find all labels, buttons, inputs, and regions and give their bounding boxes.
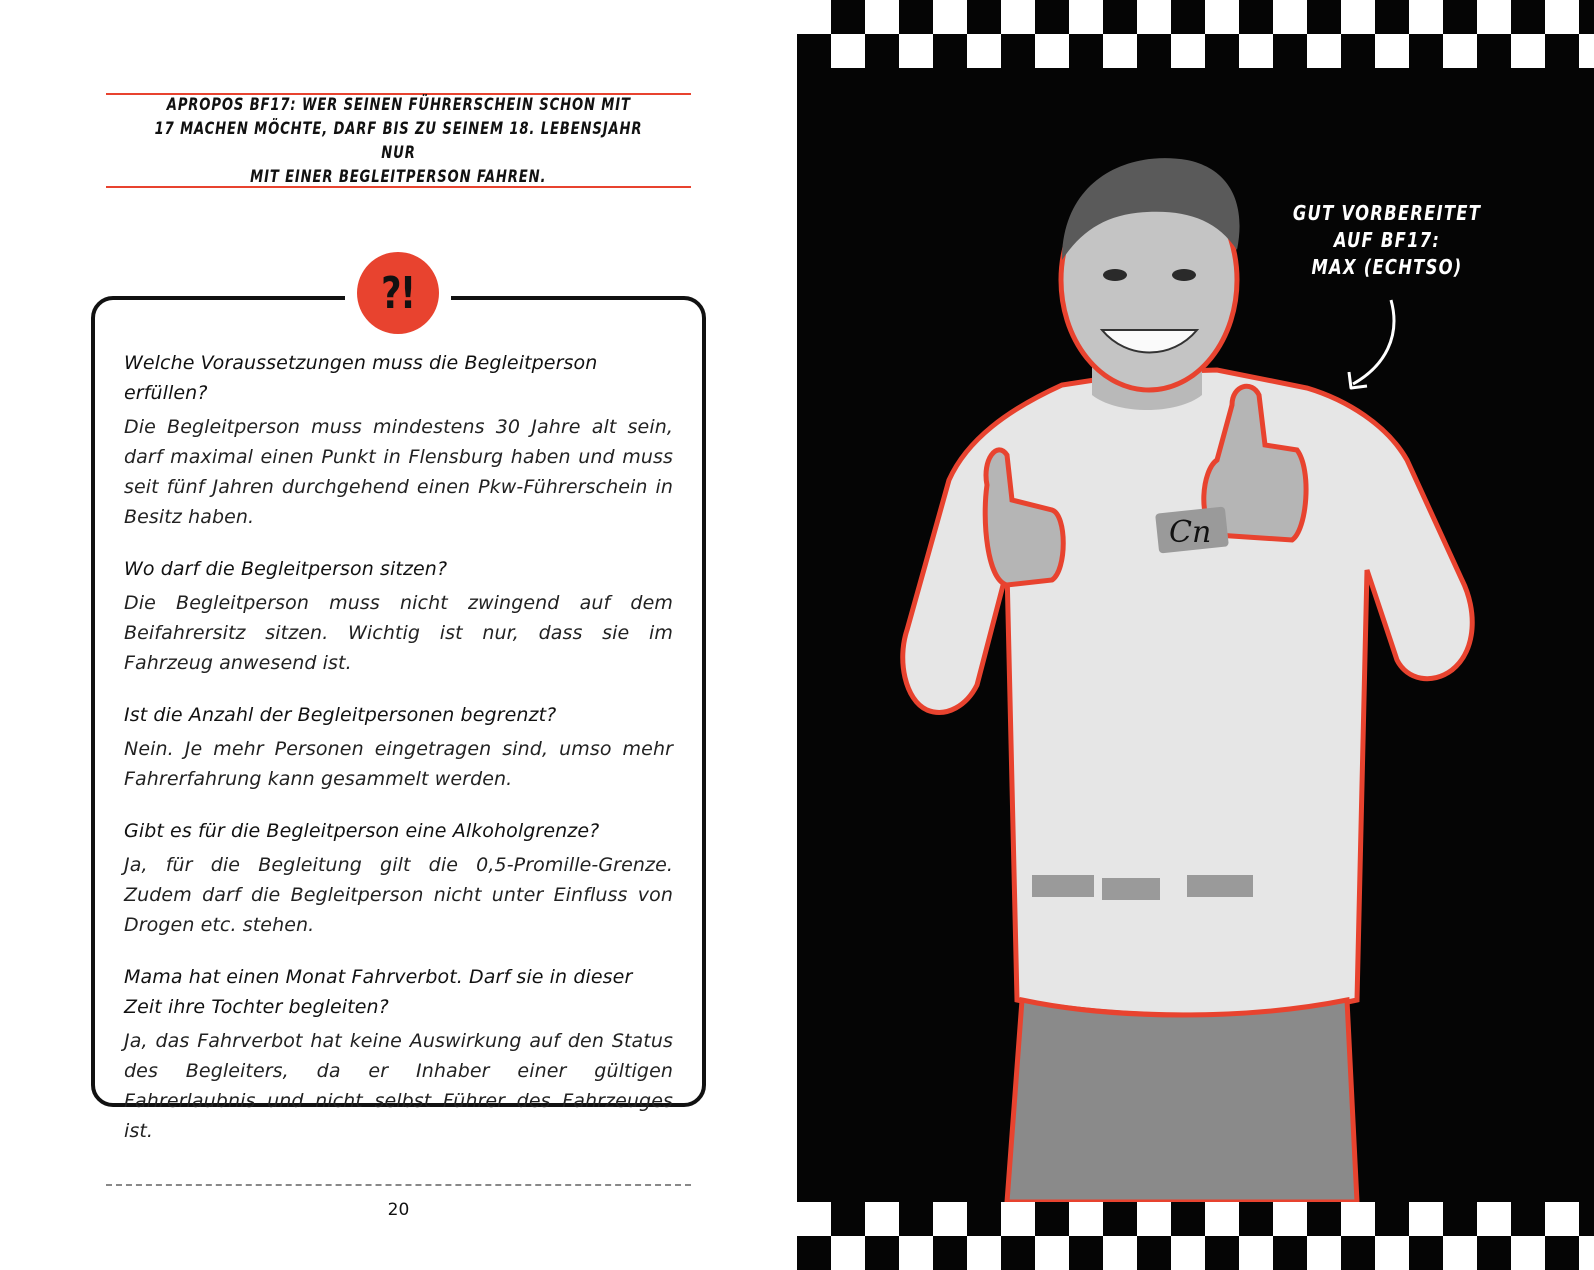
faq-question: Welche Voraussetzungen muss die Begleitperson erfüllen? (124, 352, 598, 404)
faq-answer: Ja, das Fahrverbot hat keine Auswirkung auf den Status des Begleiters, da er Inhaber einer gültigen Fahrerlaubnis und nicht selbst Führer des Fahrzeuges ist. (124, 1030, 673, 1142)
faq-item (124, 700, 673, 794)
right-page (797, 0, 1594, 1270)
checkered-border-top (797, 0, 1594, 68)
faq-answer: Die Begleitperson muss mindestens 30 Jahre alt sein, darf maximal einen Punkt in Flensburg haben und muss seit fünf Jahren durchgehend einen Pkw-Führerschein in Besitz haben. (124, 416, 673, 528)
faq-answer: Nein. Je mehr Personen eingetragen sind, umso mehr Fahrerfahrung kann gesammelt werden. (124, 738, 673, 790)
caption-line-3: MAX (ECHTSO) (1311, 255, 1463, 279)
intro-line-1: APROPOS BF17: WER SEINEN FÜHRERSCHEIN SCHON MIT (166, 94, 631, 115)
caption-line-1: GUT VORBEREITET (1292, 201, 1482, 225)
faq-item (124, 348, 673, 532)
question-exclamation-badge (357, 252, 439, 334)
intro-line-2: 17 MACHEN MÖCHTE, DARF BIS ZU SEINEM 18. LEBENSJAHR NUR (154, 118, 643, 163)
svg-text:Cn: Cn (1169, 515, 1212, 550)
footer-divider (106, 1184, 691, 1186)
faq-item (124, 962, 673, 1146)
faq-item (124, 554, 673, 678)
faq-answer: Die Begleitperson muss nicht zwingend auf dem Beifahrersitz sitzen. Wichtig ist nur, dass sie im Fahrzeug anwesend ist. (124, 592, 673, 674)
faq-question: Ist die Anzahl der Begleitpersonen begrenzt? (124, 704, 557, 726)
faq-question: Wo darf die Begleitperson sitzen? (124, 558, 448, 580)
faq-question: Gibt es für die Begleitperson eine Alkoholgrenze? (124, 820, 600, 842)
caption-line-2: AUF BF17: (1333, 228, 1441, 252)
faq-answer: Ja, für die Begleitung gilt die 0,5-Promille-Grenze. Zudem darf die Begleitperson nicht unter Einfluss von Drogen etc. stehen. (124, 854, 673, 936)
person-silhouette (903, 158, 1472, 1202)
checkered-border-bottom (797, 1202, 1594, 1270)
faq-list (124, 348, 673, 1168)
faq-item (124, 816, 673, 940)
badge-label: ?! (381, 267, 415, 319)
faq-question: Mama hat einen Monat Fahrverbot. Darf sie in dieser Zeit ihre Tochter begleiten? (124, 966, 633, 1018)
person-photo (887, 140, 1507, 1202)
intro-callout (106, 93, 691, 188)
intro-line-3: MIT EINER BEGLEITPERSON FAHREN. (250, 166, 547, 187)
page-number: 20 (387, 1200, 410, 1220)
